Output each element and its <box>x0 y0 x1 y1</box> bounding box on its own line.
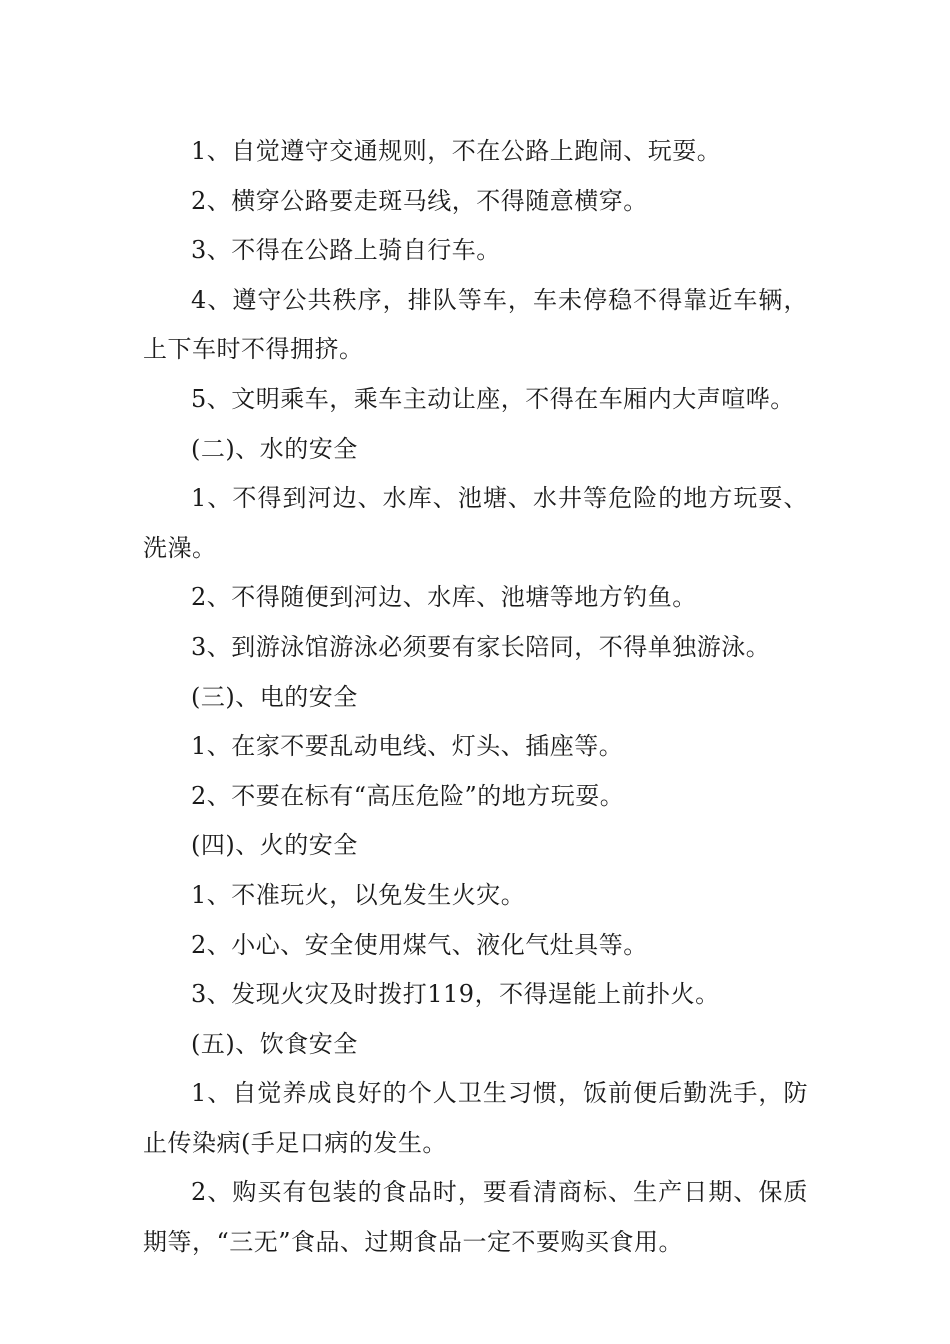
section-heading-fire: (四)、火的安全 <box>191 831 358 860</box>
document-body <box>143 127 808 1268</box>
traffic-rule-4: 4、遵守公共秩序，排队等车，车未停稳不得靠近车辆，上下车时不得拥挤。 <box>143 285 808 364</box>
fire-rule-2: 2、小心、安全使用煤气、液化气灶具等。 <box>191 930 648 959</box>
water-rule-1: 1、不得到河边、水库、池塘、水井等危险的地方玩耍、洗澡。 <box>143 484 808 562</box>
food-rule-1: 1、自觉养成良好的个人卫生习惯，饭前便后勤洗手，防止传染病(手足口病的发生。 <box>143 1079 808 1157</box>
fire-rule-1: 1、不准玩火，以免发生火灾。 <box>191 880 526 909</box>
section-heading-water: (二)、水的安全 <box>191 434 358 463</box>
traffic-rule-1: 1、自觉遵守交通规则，不在公路上跑闹、玩耍。 <box>191 137 722 165</box>
fire-rule-3: 3、发现火灾及时拨打119，不得逞能上前扑火。 <box>191 980 720 1009</box>
traffic-rule-2: 2、横穿公路要走斑马线，不得随意横穿。 <box>191 186 648 215</box>
traffic-rule-3: 3、不得在公路上骑自行车。 <box>191 236 501 265</box>
section-heading-food: (五)、饮食安全 <box>191 1029 358 1058</box>
traffic-rule-5: 5、文明乘车，乘车主动让座，不得在车厢内大声喧哗。 <box>191 384 795 413</box>
electricity-rule-2: 2、不要在标有“高压危险”的地方玩耍。 <box>191 781 625 810</box>
water-rule-3: 3、到游泳馆游泳必须要有家长陪同，不得单独游泳。 <box>191 632 771 661</box>
section-heading-electricity: (三)、电的安全 <box>191 682 358 711</box>
water-rule-2: 2、不得随便到河边、水库、池塘等地方钓鱼。 <box>191 583 697 612</box>
food-rule-2: 2、购买有包装的食品时，要看清商标、生产日期、保质期等，“三无”食品、过期食品一定不要购买食用。 <box>143 1178 808 1257</box>
electricity-rule-1: 1、在家不要乱动电线、灯头、插座等。 <box>191 732 624 761</box>
